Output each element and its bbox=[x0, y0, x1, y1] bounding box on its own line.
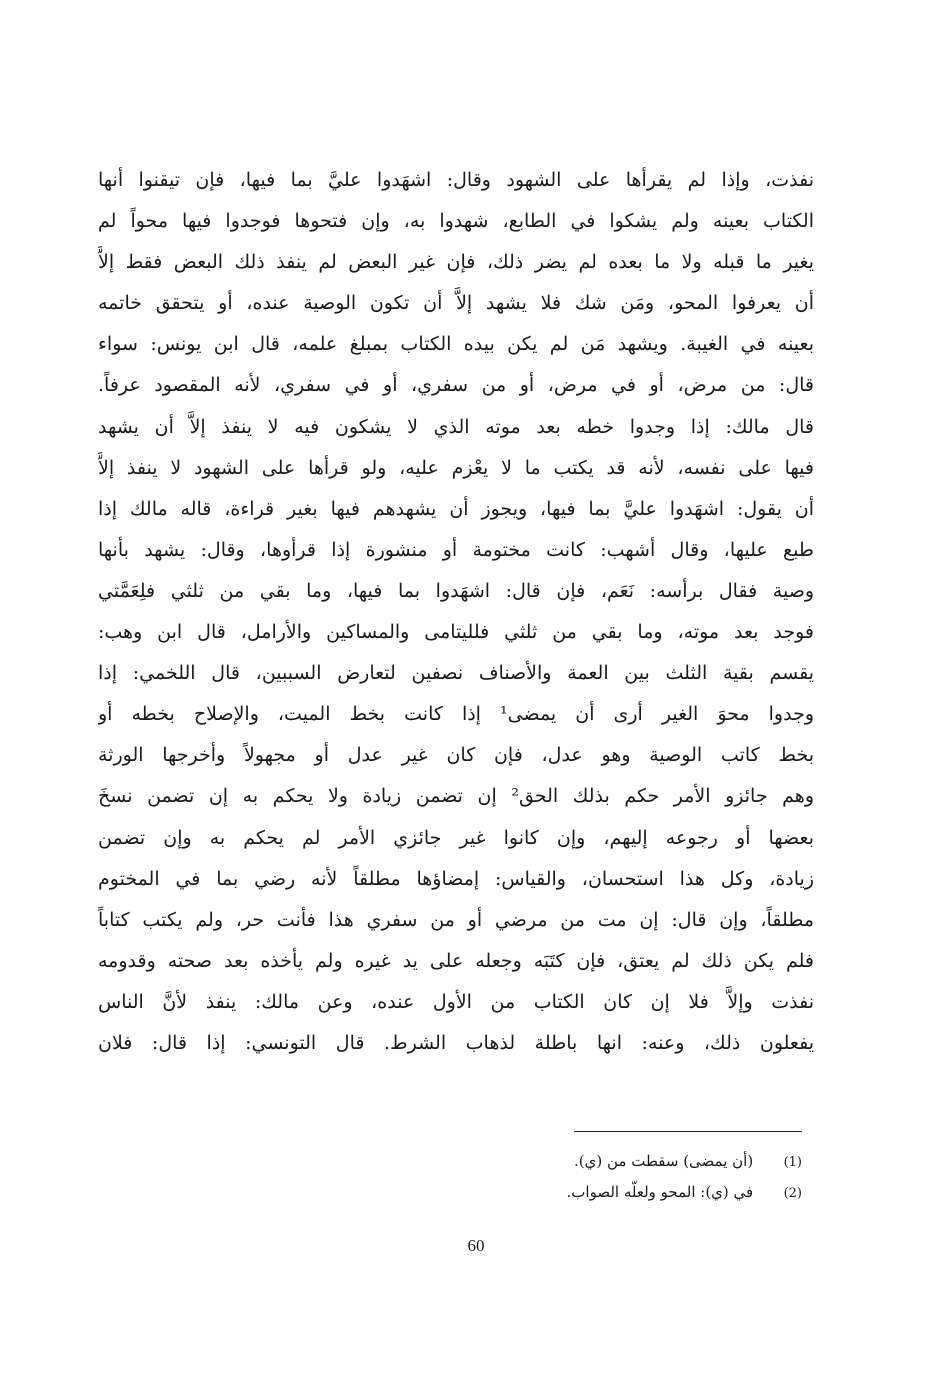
footnote-number: (2) bbox=[783, 1186, 802, 1201]
footnote-number: (1) bbox=[783, 1155, 802, 1170]
text-line-9: أن يقول: اشهَدوا عليَّ بما فيها، ويجوز أن يشهدهم فيها بغير قراءة، قاله مالك إذا bbox=[98, 497, 814, 520]
text-line-18: زيادة، وكل هذا استحسان، والقياس: إمضاؤها مطلقاً لأنه رضي بما في المختوم bbox=[98, 867, 814, 890]
text-line-22: يفعلون ذلك، وعنه: انها باطلة لذهاب الشرط. قال التونسي: إذا قال: فلان bbox=[98, 1031, 814, 1054]
text-line-6: قال: من مرض، أو في مرض، أو من سفري، أو في سفري، لأنه المقصود عرفاً. bbox=[98, 374, 814, 397]
text-line-10: طبع عليها، وقال أشهب: كانت مختومة أو منشورة إذا قرأوها، وقال: يشهد بأنها bbox=[98, 538, 814, 561]
text-line-3: يغير ما قبله ولا ما بعده لم يضر ذلك، فإن غير البعض لم ينفذ ذلك البعض فقط إلاَّ bbox=[98, 251, 814, 274]
text-line-17: بعضها أو رجوعه إليهم، وإن كانوا غير جائزي الأمر لم يحكم به وإن تضمن bbox=[98, 826, 814, 849]
text-line-16: وهم جائزو الأمر حكم بذلك الحق² إن تضمن زيادة ولا يحكم به إن تضمن نسخَ bbox=[98, 785, 814, 808]
text-line-5: بعينه في الغيبة. ويشهد مَن لم يكن بيده الكتاب بمبلغ علمه، قال ابن يونس: سواء bbox=[98, 333, 814, 356]
text-line-12: فوجد بعد موته، وما بقي من ثلثي فلليتامى والمساكين والأرامل، قال ابن وهب: bbox=[98, 621, 814, 644]
page-number: 60 bbox=[467, 1236, 485, 1255]
text-line-11: وصية فقال برأسه: نَعَم، فإن قال: اشهَدوا بما فيها، وما بقي من ثلثي فلِعَمَّتي bbox=[98, 579, 814, 602]
text-line-15: بخط كاتب الوصية وهو عدل، فإن كان غير عدل أو مجهولاً وأخرجها الورثة bbox=[98, 744, 814, 767]
text-line-21: نفذت وإلاَّ فلا إن كان الكتاب من الأول عنده، وعن مالك: ينفذ لأنَّ الناس bbox=[98, 990, 814, 1013]
text-line-19: مطلقاً، وإن قال: إن مت من مرضي أو من سفري هذا فأنت حر، ولم يكتب كتاباً bbox=[98, 908, 814, 931]
text-line-8: فيها على نفسه، لأنه قد يكتب ما لا يعْزم عليه، ولو قرأها على الشهود لا ينفذ إلاَّ bbox=[98, 456, 814, 479]
text-line-7: قال مالك: إذا وجدوا خطه بعد موته الذي لا يشكون فيه لا ينفذ إلاَّ أن يشهد bbox=[98, 415, 814, 438]
footnote-text: في (ي): المحو ولعلّه الصواب. bbox=[566, 1183, 754, 1201]
footnote-item bbox=[567, 1177, 802, 1208]
text-line-2: الكتاب بعينه ولم يشكوا في الطابع، شهدوا به، وإن فتحوها فوجدوا فيها محواً لم bbox=[98, 210, 814, 233]
main-text bbox=[98, 160, 814, 1064]
footnote-item bbox=[567, 1146, 802, 1177]
text-line-1: نفذت، وإذا لم يقرأها على الشهود وقال: اشهَدوا عليَّ بما فيها، فإن تيقنوا أنها bbox=[98, 169, 814, 191]
text-line-13: يقسم بقية الثلث بين العمة والأصناف نصفين لتعارض السببين، قال اللخمي: إذا bbox=[98, 662, 814, 685]
footnote-text: (أن يمضى) سقطت من (ي). bbox=[574, 1152, 754, 1170]
text-line-14: وجدوا محوَ الغير أرى أن يمضى¹ إذا كانت بخط الميت، والإصلاح بخطه أو bbox=[98, 703, 814, 726]
footnote-separator bbox=[574, 1131, 802, 1132]
text-line-4: أن يعرفوا المحو، ومَن شك فلا يشهد إلاَّ أن تكون الوصية عنده، أو يتحقق خاتمه bbox=[98, 292, 814, 315]
text-line-20: فلم يكن ذلك لم يعتق، فإن كتَبَه وجعله على يد غيره ولم يأخذه بعد صحته وقدومه bbox=[98, 949, 814, 972]
footnotes bbox=[567, 1146, 802, 1208]
